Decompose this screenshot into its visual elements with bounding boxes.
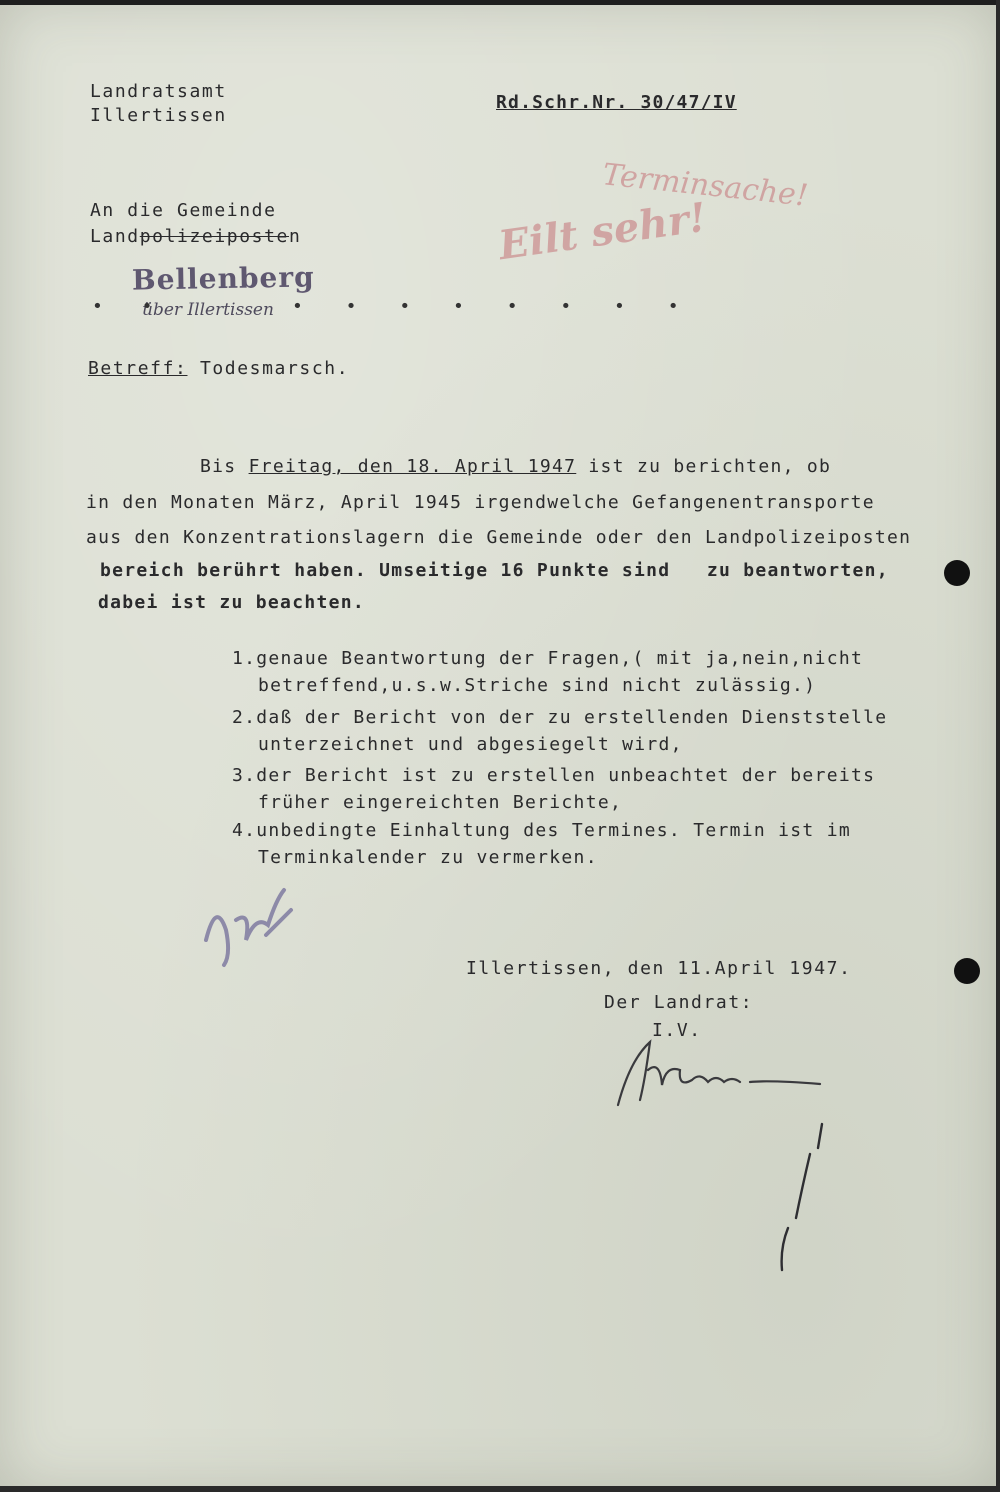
addressee-line-2-suffix: n <box>289 226 302 247</box>
body-line-4: bereich berührt haben. Umseitige 16 Punkte sind zu beantworten, <box>100 560 889 581</box>
sender-line-1: Landratsamt <box>90 81 227 102</box>
addressee-line-1: An die Gemeinde <box>90 200 277 221</box>
list-item <box>232 817 851 871</box>
subject-text: Todesmarsch. <box>199 358 350 379</box>
body-line-1-pre: Bis <box>200 456 249 477</box>
dotted-line-right: • • • • • • • • <box>292 296 695 317</box>
handwritten-initial <box>196 880 306 970</box>
list-item-line-1: 1.genaue Beantwortung der Fragen,( mit ja,nein,nicht <box>232 648 864 669</box>
urgent-stamp-line-2: Eilt sehr! <box>495 193 710 270</box>
list-item <box>232 645 863 699</box>
body-line-1 <box>200 456 831 477</box>
body-line-1-post: ist zu berichten, ob <box>576 456 832 477</box>
closing-title: Der Landrat: <box>604 992 754 1013</box>
list-item-line-2: früher eingereichten Berichte, <box>258 792 623 813</box>
reference-number: Rd.Schr.Nr. 30/47/IV <box>496 92 737 113</box>
list-item <box>232 704 887 758</box>
sender-block <box>90 80 227 128</box>
list-item <box>232 762 875 816</box>
pen-stroke-mark <box>770 1118 830 1278</box>
list-item-line-2: Terminkalender zu vermerken. <box>258 847 598 868</box>
scan-bottom-edge <box>0 1486 1000 1492</box>
signature <box>600 1030 840 1120</box>
punch-hole <box>944 560 970 586</box>
body-line-5: dabei ist zu beachten. <box>98 592 366 613</box>
addressee-line-2 <box>90 224 301 250</box>
list-item-line-1: 3.der Bericht ist zu erstellen unbeachtet der bereits <box>232 765 876 786</box>
scan-top-edge <box>0 0 1000 5</box>
municipality-stamp: Bellenberg <box>131 260 315 297</box>
deadline-date: Freitag, den 18. April 1947 <box>248 456 577 477</box>
subject-label: Betreff: <box>88 358 188 379</box>
punch-hole <box>954 958 980 984</box>
urgent-stamp <box>495 157 810 270</box>
body-line-2: in den Monaten März, April 1945 irgendwelche Gefangenentransporte <box>86 492 875 513</box>
addressee-line-2-prefix: Land <box>90 226 140 247</box>
closing-place-date: Illertissen, den 11.April 1947. <box>466 958 852 979</box>
sender-line-2: Illertissen <box>90 105 227 126</box>
addressee-struck-text: polizeiposte <box>139 226 289 247</box>
closing-iv: I.V. <box>652 1020 702 1041</box>
dotted-line-left: • • <box>92 296 167 317</box>
list-item-line-2: betreffend,u.s.w.Striche sind nicht zulässig.) <box>258 675 817 696</box>
subject-line <box>88 358 349 379</box>
list-item-line-1: 2.daß der Bericht von der zu erstellenden Dienststelle <box>232 707 888 728</box>
urgent-stamp-line-1: Terminsache! <box>600 157 810 214</box>
scan-right-edge <box>996 0 1000 1492</box>
addressee-block <box>90 198 301 250</box>
list-item-line-2: unterzeichnet und abgesiegelt wird, <box>258 734 683 755</box>
municipality-stamp-sub: über Illertissen <box>142 300 274 320</box>
body-line-3: aus den Konzentrationslagern die Gemeinde oder den Landpolizeiposten <box>86 527 912 548</box>
list-item-line-1: 4.unbedingte Einhaltung des Termines. Termin ist im <box>232 820 851 841</box>
